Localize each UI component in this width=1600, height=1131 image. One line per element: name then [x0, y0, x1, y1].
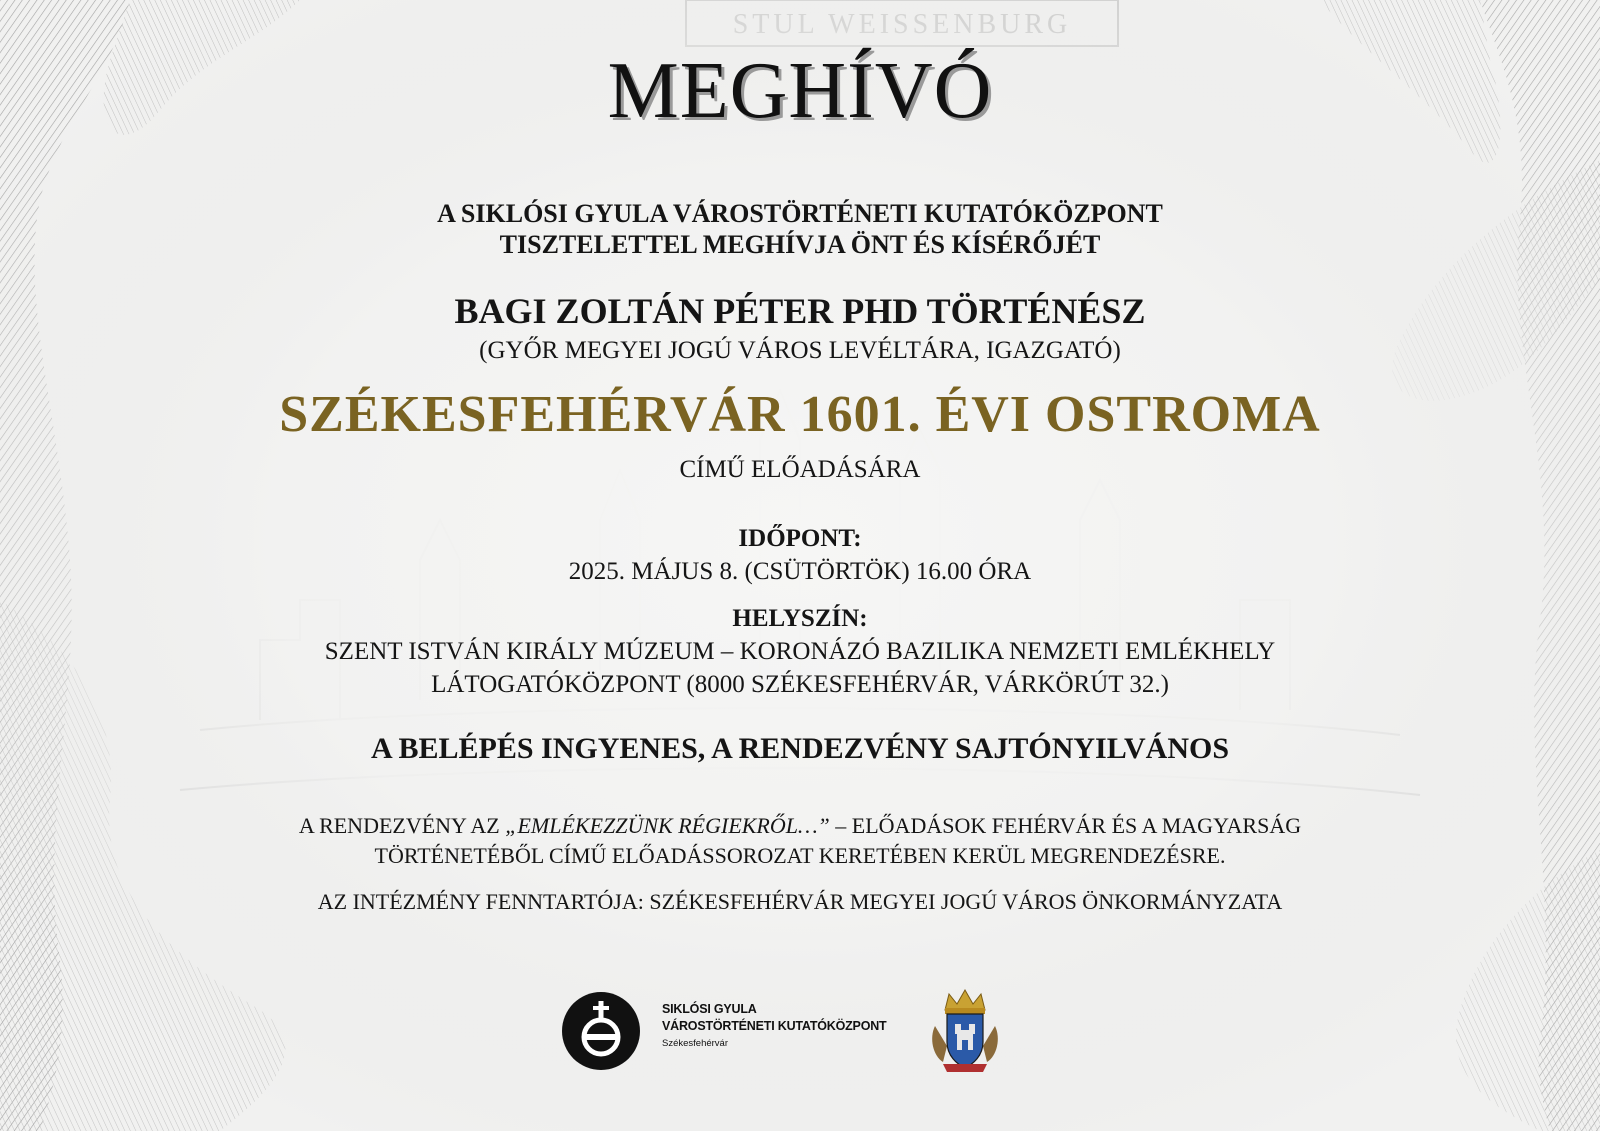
maintainer-note: AZ INTÉZMÉNY FENNTARTÓJA: SZÉKESFEHÉRVÁR MEGYEI JOGÚ VÁROS ÖNKORMÁNYZATA [317, 889, 1283, 914]
institute-line-2: VÁROSTÖRTÉNETI KUTATÓKÖZPONT [662, 1019, 887, 1033]
institute-line-1: SIKLÓSI GYULA [662, 1002, 757, 1016]
lecture-subtitle: CÍMŰ ELŐADÁSÁRA [679, 456, 921, 483]
series-name: „EMLÉKEZZÜNK RÉGIEKRŐL…” [505, 813, 830, 838]
coat-of-arms-icon [929, 986, 1001, 1074]
entry-note: A BELÉPÉS INGYENES, A RENDEZVÉNY SAJTÓNYILVÁNOS [370, 732, 1230, 765]
place-line-2: LÁTOGATÓKÖZPONT (8000 SZÉKESFEHÉRVÁR, VÁRKÖRÚT 32.) [431, 671, 1169, 698]
organizer-line-1: A SIKLÓSI GYULA VÁROSTÖRTÉNETI KUTATÓKÖZPONT [437, 199, 1163, 228]
place-label: HELYSZÍN: [732, 605, 868, 632]
series-suffix: – ELŐADÁSOK FEHÉRVÁR ÉS A MAGYARSÁG [829, 813, 1302, 838]
series-line-1 [0, 813, 1600, 839]
institute-name [662, 1001, 886, 1052]
page-title: MEGHÍVÓ [607, 47, 993, 135]
crowned-circle-logo-icon [561, 991, 641, 1071]
institute-line-3: Székesfehérvár [662, 1038, 729, 1049]
organizer-line-2: TISZTELETTEL MEGHÍVJA ÖNT ÉS KÍSÉRŐJÉT [499, 230, 1101, 259]
series-prefix: A RENDEZVÉNY AZ [298, 813, 506, 838]
speaker-name: BAGI ZOLTÁN PÉTER PHD TÖRTÉNÉSZ [454, 291, 1146, 331]
speaker-affiliation: (GYŐR MEGYEI JOGÚ VÁROS LEVÉLTÁRA, IGAZGATÓ) [479, 337, 1121, 364]
series-line-2: TÖRTÉNETÉBŐL CÍMŰ ELŐADÁSSOROZAT KERETÉBEN KERÜL MEGRENDEZÉSRE. [374, 843, 1226, 868]
time-label: IDŐPONT: [738, 525, 862, 552]
institute-logo [561, 991, 887, 1071]
place-line-1: SZENT ISTVÁN KIRÁLY MÚZEUM – KORONÁZÓ BAZILIKA NEMZETI EMLÉKHELY [324, 638, 1276, 665]
lecture-title: SZÉKESFEHÉRVÁR 1601. ÉVI OSTROMA [279, 386, 1321, 443]
time-value: 2025. MÁJUS 8. (CSÜTÖRTÖK) 16.00 ÓRA [568, 558, 1032, 585]
